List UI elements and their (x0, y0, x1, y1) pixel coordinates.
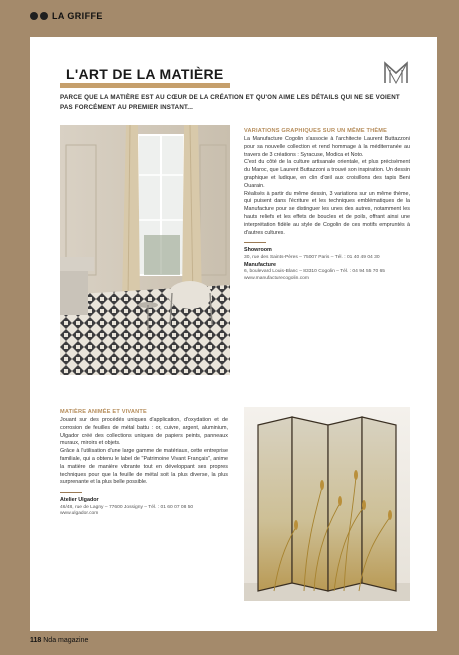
magazine-name: Nda magazine (43, 637, 89, 644)
section-variations-heading: VARIATIONS GRAPHIQUES SUR UN MÊME THÈME (244, 128, 388, 134)
section-matiere-paragraph: Grâce à l'utilisation d'une large gamme de matériaux, cette entreprise familiale, qui a obtenu le label de "Patrimoine Vivant Français", anime la matière de manière vibrante tout en développant ses propres techniques pour que la feuille de métal soit la plus diverse, la plus surprenante et la plus belle possible. (60, 448, 228, 486)
contact-showroom-address: 30, rue des Saints-Pères – 75007 Paris – Tél. : 01 40 49 04 30 (244, 254, 380, 260)
page-number: 118 (30, 637, 42, 644)
article-intro: PARCE QUE LA MATIÈRE EST AU CŒUR DE LA CRÉATION ET QU'ON AIME LES DÉTAILS QUI NE SE VOIENT PAS FORCÉMENT AU PREMIER INSTANT... (60, 94, 400, 111)
divider (60, 492, 82, 493)
page-footer (30, 637, 88, 644)
section-matiere-paragraph: Jouant sur des procédés uniques d'application, d'oxydation et de corrosion de feuilles de métal battu : or, cuivre, argent, aluminium, Ulgador créé des collections uniques de papiers peints, panneaux muraux, miroirs et objets. (60, 417, 228, 447)
contact-website-link[interactable]: www.manufacturecogolin.com (244, 275, 309, 281)
contact-atelier-label: Atelier Ulgador (60, 497, 99, 504)
article-title-wrap (60, 66, 230, 88)
divider (244, 242, 266, 243)
contact-manufacture-label: Manufacture (244, 261, 277, 268)
interior-photo (60, 125, 230, 375)
section-variations-paragraph: C'est du côté de la culture artisanale orientale, et plus précisément du Maroc, que Laurent Buttazzoni a trouvé son inspiration. Un dessin graphique et ludique, en clin d'œil aux croisillons des tapis Beni Ouarain. (244, 159, 410, 189)
header-dots-icon (30, 12, 48, 20)
folding-screen-photo (244, 407, 410, 601)
section-variations (244, 127, 410, 283)
section-variations-paragraph: Réalisés à partir du même dessin, 3 variations sur un même thème, qui puisent dans l'écriture et les techniques emblématiques de la Manufacture pour se distinguer les unes des autres, notamment les hauts reliefs et les effets de boucles et de poils, offrant ainsi une interprétation fidèle au style de Cogolin de ces motifs empruntés à d'autres cultures. (244, 190, 410, 236)
contact-atelier-address: 46/48, rue de Lagny – 77600 Jossigny – Tél. : 01 60 07 08 50 (60, 504, 194, 510)
section-matiere (60, 408, 228, 518)
contact-showroom-label: Showroom (244, 247, 272, 254)
section-variations-paragraph: La Manufacture Cogolin s'associe à l'architecte Laurent Buttazzoni pour sa nouvelle collection et rend hommage à la méditerranée au travers de 3 créations : Syracuse, Modica et Noto. (244, 136, 410, 158)
section-label: LA GRIFFE (52, 11, 103, 21)
section-matiere-heading: MATIÈRE ANIMÉE ET VIVANTE (60, 409, 147, 415)
page-sheet (30, 37, 437, 631)
contact-atelier-website-link[interactable]: www.ulgador.com (60, 511, 99, 517)
contact-manufacture-address: 6, boulevard Louis-Blanc – 83310 Cogolin – Tél. : 04 94 55 70 65 (244, 268, 386, 274)
article-title: L'ART DE LA MATIÈRE (60, 66, 230, 88)
manufacture-logo-icon (383, 61, 409, 85)
section-header (30, 6, 103, 26)
